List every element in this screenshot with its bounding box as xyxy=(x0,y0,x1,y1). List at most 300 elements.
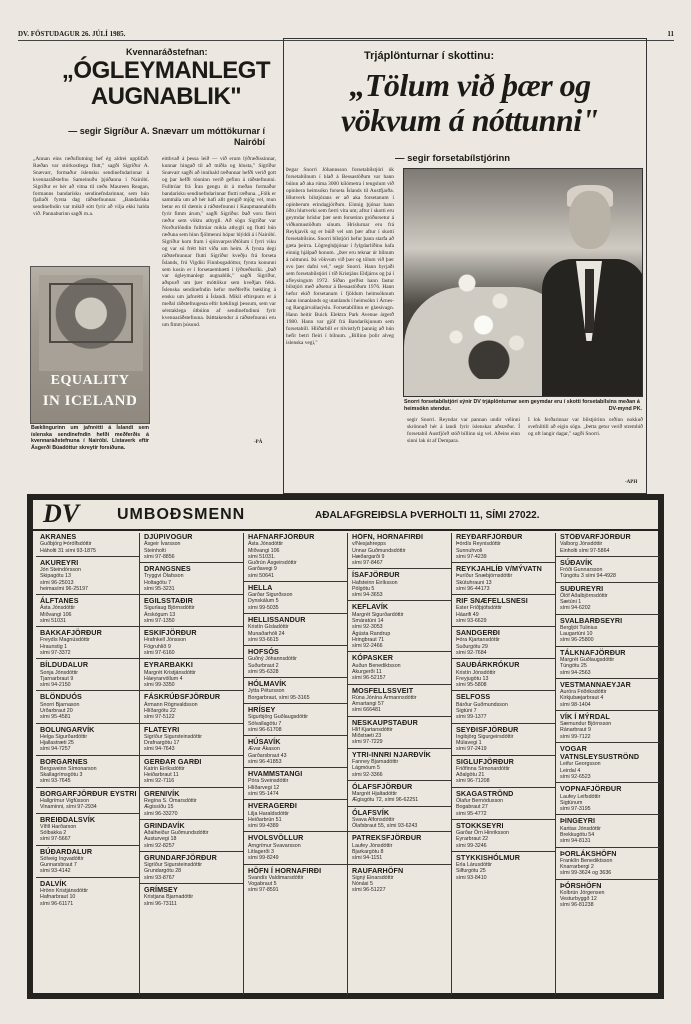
agent-detail-line: sími 93-6629 xyxy=(456,617,487,624)
agent-detail-line: v/Nesjahrepps xyxy=(352,541,386,548)
agent-detail-line: Hallgrímur Vigfússon xyxy=(40,797,90,804)
agent-detail-line: Dynskálum 5 xyxy=(248,598,279,605)
agent-detail-line: Ævar Ákason xyxy=(248,746,280,753)
agent-entry xyxy=(140,597,243,624)
agent-detail-line: Urðarbraut 20 xyxy=(40,707,73,714)
agent-detail-line: sími 93-8767 xyxy=(144,874,175,881)
agent-place-name: HOFSÓS xyxy=(248,647,279,657)
agent-place-name: EGILSSTAÐIR xyxy=(144,596,193,606)
agent-entry xyxy=(36,880,139,907)
agent-entry xyxy=(556,713,660,740)
agent-entry xyxy=(556,533,660,554)
agent-detail-line: Ágústa Randrup xyxy=(352,630,391,637)
agent-detail-line: Hæðargarði 9 xyxy=(352,553,385,560)
agent-detail-line: Ægissíðu 15 xyxy=(144,804,174,811)
agent-place-name: HRÍSEY xyxy=(248,705,276,715)
agent-column xyxy=(140,533,244,995)
agent-detail-line: Laufey Leifsdóttir xyxy=(560,793,601,800)
entry-divider xyxy=(140,755,243,756)
agent-detail-line: Karitas Jónsdóttir xyxy=(560,825,601,832)
agent-detail-line: Sigríður Sigursteinsdóttir xyxy=(144,862,202,869)
agent-entry xyxy=(244,706,347,733)
agent-detail-line: sími 96-51227 xyxy=(352,887,386,894)
agent-place-name: REYKJAHLÍÐ V/MÝVATN xyxy=(456,564,542,574)
agent-detail-line: Rúna Jónína Ármannsdóttir xyxy=(352,694,417,701)
right-article-column-2: segir Snorri. Reyndar var pannan undir vélinni skrönnuð hér á landi fyrir íslenskar aðstæður. Í forsetabíl Austfjörð stóð bíllinn sig vel. Aðeins einn sinni lak út af Dempara. xyxy=(407,417,520,444)
agent-place-name: STÖÐVARFJÖRÐUR xyxy=(560,533,631,541)
agent-place-name: BLÖNDUÓS xyxy=(40,692,82,702)
agent-detail-line: sími 96-33270 xyxy=(144,810,178,817)
agent-detail-line: Hafsteinn Eiríksson xyxy=(352,579,398,586)
left-article-signature: -PÁ xyxy=(254,440,263,445)
agent-detail-line: Háholti 31 sími 93-1875 xyxy=(40,547,96,554)
photo-plants xyxy=(434,259,544,379)
agent-detail-line: Lágmóum 5 xyxy=(352,765,380,772)
entry-divider xyxy=(348,864,451,865)
agent-detail-line: Ásta Jónsdóttir xyxy=(40,605,76,612)
agent-place-name: ÁLFTANES xyxy=(40,596,79,606)
entry-divider xyxy=(452,690,555,691)
agent-detail-line: sími 94-6202 xyxy=(560,605,591,612)
agent-detail-line: Arngrímur Svavarsson xyxy=(248,842,301,849)
agent-detail-line: sími 97-5122 xyxy=(144,714,175,721)
agent-detail-line: Litlagerði 3 xyxy=(248,848,274,855)
entry-divider xyxy=(244,645,347,646)
agent-detail-line: Hafnarbraut 10 xyxy=(40,894,76,901)
agent-place-name: HÚSAVÍK xyxy=(248,737,281,747)
agent-entry xyxy=(36,559,139,592)
agent-detail-line: Túngötu 25 xyxy=(560,663,587,670)
agent-place-name: TÁLKNAFJÖRÐUR xyxy=(560,647,626,657)
agent-detail-line: Tjarnarbraut 9 xyxy=(40,675,74,682)
agent-detail-line: Miðstræti 23 xyxy=(352,733,382,740)
agent-entry xyxy=(556,559,660,580)
entry-divider xyxy=(244,613,347,614)
entry-divider xyxy=(140,787,243,788)
agent-entry xyxy=(140,629,243,656)
entry-divider xyxy=(140,819,243,820)
agent-detail-line: Kristín Gísladóttir xyxy=(248,624,289,631)
agent-detail-line: sími 96-61708 xyxy=(248,726,282,733)
agent-detail-line: Margrét Guðlaugsdóttir xyxy=(560,656,615,663)
agent-detail-line: Austurvegi 18 xyxy=(144,836,177,843)
agent-place-name: YTRI-INNRI NJARÐVÍK xyxy=(352,749,431,759)
entry-divider xyxy=(36,755,139,756)
agent-entry xyxy=(348,571,451,598)
agent-detail-line: sími 96-25013 xyxy=(40,579,74,586)
entry-divider xyxy=(556,678,660,679)
entry-divider xyxy=(452,658,555,659)
agent-entry xyxy=(452,661,555,688)
agent-detail-line: Sigtúnum xyxy=(560,799,583,806)
entry-divider xyxy=(348,780,451,781)
agent-place-name: SEYÐISFJÖRÐUR xyxy=(456,724,519,734)
right-article-signature: -APH xyxy=(625,480,638,485)
agent-detail-line: Garðar Örn Hinriksson xyxy=(456,830,509,837)
agent-detail-line: Sólbakka 2 xyxy=(40,830,67,837)
agent-entry xyxy=(348,533,451,566)
agent-detail-line: sími 99-3350 xyxy=(144,682,175,689)
entry-divider xyxy=(244,735,347,736)
entry-divider xyxy=(244,703,347,704)
agent-place-name: AKRANES xyxy=(40,533,77,541)
entry-divider xyxy=(36,626,139,627)
entry-divider xyxy=(244,864,347,865)
agent-detail-line: Holtagötu 7 xyxy=(144,579,172,586)
entry-divider xyxy=(452,723,555,724)
brochure-photo xyxy=(30,266,150,424)
agent-entry xyxy=(452,533,555,560)
agent-detail-line: Freyjugötu 13 xyxy=(456,675,489,682)
agent-detail-line: sími 94-7643 xyxy=(144,746,175,753)
page-number: 11 xyxy=(667,30,674,38)
agent-detail-line: sími 99-1377 xyxy=(456,714,487,721)
agent-place-name: BORGARNES xyxy=(40,756,88,766)
agent-detail-line: Skútuhrauni 13 xyxy=(456,579,492,586)
agent-detail-line: sími 92-2466 xyxy=(352,643,383,650)
agent-detail-line: sími 93-7645 xyxy=(40,778,71,785)
agent-detail-line: sími 96-73111 xyxy=(144,900,177,907)
agent-place-name: ESKIFJÖRÐUR xyxy=(144,628,197,638)
agent-entry xyxy=(348,783,451,804)
agent-detail-line: Snorri Bjarnason xyxy=(40,701,80,708)
agent-detail-line: Sólvallagötu 7 xyxy=(248,720,282,727)
agent-detail-line: Háeyrarvöllum 4 xyxy=(144,675,183,682)
agent-entry xyxy=(140,565,243,592)
entry-divider xyxy=(244,767,347,768)
agent-detail-line: Aðalgötu 21 xyxy=(456,772,485,779)
agent-detail-line: Suðurbraut 2 xyxy=(248,662,279,669)
agent-entry xyxy=(556,745,660,780)
agent-entry xyxy=(348,751,451,778)
entry-divider xyxy=(556,582,660,583)
agent-detail-line: Sunnuhvoli xyxy=(456,547,483,554)
agent-entry xyxy=(244,867,347,894)
agent-detail-line: Brekkugötu 54 xyxy=(560,831,595,838)
agent-detail-line: Hlíf Kjartansdóttir xyxy=(352,726,393,733)
entry-divider xyxy=(36,556,139,557)
agent-entry xyxy=(36,629,139,656)
agent-place-name: VOGAR VATNSLEYSUSTRÖND xyxy=(560,744,640,762)
agent-entry xyxy=(140,790,243,817)
agent-detail-line: Aðalheiður Guðmundsdóttir xyxy=(144,830,209,837)
agent-detail-line: sími 92-6523 xyxy=(560,774,591,781)
agent-detail-line: sími 97-2419 xyxy=(456,746,487,753)
entry-divider xyxy=(140,883,243,884)
agent-entry xyxy=(348,687,451,714)
agent-detail-line: sími 97-3195 xyxy=(560,806,591,813)
entry-divider xyxy=(452,594,555,595)
agent-detail-line: Ásta Jónsdóttir xyxy=(248,541,284,548)
agent-detail-line: Kristjana Bjarnadóttir xyxy=(144,894,194,901)
agent-detail-line: Bárður Guðmundsson xyxy=(456,701,508,708)
agent-detail-line: Kirkjubæjarbraut 4 xyxy=(560,695,604,702)
agent-place-name: BREIÐDALSVÍK xyxy=(40,814,96,824)
agent-place-name: AKUREYRI xyxy=(40,557,79,567)
agent-detail-line: Kristín Jónsdóttir xyxy=(456,669,496,676)
brochure-artwork-frame xyxy=(49,283,133,343)
agent-detail-line: Ægisgötu 72, sími 96-62251 xyxy=(352,797,419,804)
agent-detail-line: Póra Sveinsdóttir xyxy=(248,778,289,785)
agent-detail-line: Þuríður Snæbjörnsdóttir xyxy=(456,573,513,580)
agent-detail-line: Sigurbjörg Guðlaugsdóttir xyxy=(248,714,309,721)
agent-detail-line: Ólafur Bernódusson xyxy=(456,797,504,804)
agent-entry xyxy=(140,661,243,688)
agent-place-name: ÓLAFSFJÖRÐUR xyxy=(352,781,413,791)
agent-detail-line: Smáratúni 14 xyxy=(352,617,384,624)
agent-detail-line: Jytta Pétursson xyxy=(248,688,285,695)
agent-entry xyxy=(348,867,451,894)
agent-detail-line: Einholti sími 97-5864 xyxy=(560,547,610,554)
left-article-kicker: Kvennaráðstefnan: xyxy=(126,47,208,57)
left-article-headline: „ÓGLEYMANLEGT AUGNABLIK" xyxy=(61,57,271,110)
agent-detail-line: sími 94-1151 xyxy=(352,855,383,862)
agent-entry xyxy=(244,680,347,701)
agent-place-name: BORGARFJÖRÐUR EYSTRI xyxy=(40,788,137,798)
agent-detail-line: Katrín Eiríksdóttir xyxy=(144,765,185,772)
agent-place-name: HVAMMSTANGI xyxy=(248,769,303,779)
entry-divider xyxy=(140,851,243,852)
agent-detail-line: Suðurgötu 29 xyxy=(456,643,488,650)
agent-detail-line: sími 94-7257 xyxy=(40,746,71,753)
agent-entry xyxy=(244,738,347,765)
entry-divider xyxy=(244,799,347,800)
agent-detail-line: Vesturbyggð 12 xyxy=(560,896,597,903)
agent-entry xyxy=(556,785,660,812)
agent-detail-line: Svandís Valdimarsdóttir xyxy=(248,874,304,881)
brochure-title-line-2: IN ICELAND xyxy=(42,393,138,409)
agent-detail-line: Gunnarsbraut 7 xyxy=(40,862,77,869)
agent-detail-line: sími 94-2150 xyxy=(40,682,71,689)
agent-detail-line: Skipagötu 13 xyxy=(40,573,71,580)
right-article-column-3: Í lok ferðarinnar var bílstjórinn orðinn nokkuð svefnlítill að eigin sögn. „Þetta getur verið strembið og oft langir dagar," sagði Snorri. xyxy=(528,417,643,437)
entry-divider xyxy=(348,684,451,685)
agent-entry xyxy=(348,719,451,746)
agent-place-name: BOLUNGARVÍK xyxy=(40,724,95,734)
agent-detail-line: Þórdís Reynisdóttir xyxy=(456,541,501,548)
agent-entry xyxy=(556,850,660,877)
entry-divider xyxy=(348,651,451,652)
agent-detail-line: Arnartangi 57 xyxy=(352,701,384,708)
agent-detail-line: Ásgeir Ívarsson xyxy=(144,541,181,548)
agent-entry xyxy=(36,726,139,753)
entry-divider xyxy=(556,847,660,848)
agent-column xyxy=(348,533,452,995)
agent-detail-line: sími 93-6615 xyxy=(248,636,279,643)
agent-detail-line: Steinholti xyxy=(144,547,166,554)
agent-detail-line: sími 95-4772 xyxy=(456,810,487,817)
agent-detail-line: Regína S. Ómarsdóttir xyxy=(144,797,197,804)
entry-divider xyxy=(452,851,555,852)
agent-detail-line: Hlíðarvegi 12 xyxy=(248,784,280,791)
agent-place-name: HAFNARFJÖRÐUR xyxy=(248,533,315,541)
agent-detail-line: Margrét Sigurðardóttir xyxy=(352,611,404,618)
agent-column xyxy=(36,533,140,995)
entry-divider xyxy=(348,568,451,569)
agent-entry xyxy=(348,834,451,861)
agent-place-name: STOKKSEYRI xyxy=(456,820,504,830)
agent-detail-line: Kolbrún Jörgensen xyxy=(560,889,605,896)
agent-place-name: HVERAGERÐI xyxy=(248,801,297,811)
agent-detail-line: Fögruhlíð 9 xyxy=(144,643,171,650)
agent-detail-line: Ólöf Aðalbjörnsdóttir xyxy=(560,592,608,599)
dv-agents-title: UMBOÐSMENN xyxy=(117,506,246,523)
agent-detail-line: sími 95-1474 xyxy=(248,791,279,798)
agent-place-name: VÍK Í MÝRDAL xyxy=(560,711,610,721)
agent-detail-line: Sigríður Sigursteinsdóttir xyxy=(144,733,202,740)
agent-detail-line: Margrét Kristjánsdóttir xyxy=(144,669,196,676)
agent-detail-line: Silfurgötu 25 xyxy=(456,868,486,875)
left-article-column-2: eitthvað á þessa leið — við erum lýðræðissinnar, kunnar hingað til að miðla og hlusta," Sigríður Snævarr sagði að innihald ræðunnar hefði verið gott og þar hefði tónninn verið gefinn á ráðstefnunni. Fulltrúar frá Íran gengu út á meðan formaður bandarísku sendinefndarinnar flutti ræðuna. „Fólk er sammála um að hér hafi allt gengið mjög vel, mun betur en til dæmis á ráðstefnunni í Kaupmannahöfn fyrir fimm árum," sagði Sigríður. Það voru fleiri ræður sem vöktu athygli. Að sögn Sigríðar var Norðurlöndin fulltrúar mikla athygli og flutti hún ræðuna sem hinn fjölmenni hópur hlýddi á í Nairóbí. Sigríður kom fram í sjónvarpsviðtölum í fyrri viku og var sú frétt birt víða um heim. Á fyrsta degi ráðstefnunnar flutti Sigríður kveðju frá forseta Íslands, frú Vigdísi Finnbogadóttur, fyrsta konunni sem kosin er í forsetaembætti í lýðræðisríki. „Það var ógleymanlegt augnablik," sagði Sigríður, aðspurð um þær móttökur sem kveðjan fékk. Íslenska sendinefndin hefur meðferðis bækling á ensku um jafnrétti á Íslandi. Mikil eftirspurn er á meðal ráðstefnugesta eftir bæklingi þessum, sem var sérstaklega útbúinn af sendinefndinni fyrir kvennaráðstefnuna. Þátttakendur á ráðstefnunni eru um fimm þúsund. xyxy=(162,156,276,328)
entry-divider xyxy=(36,813,139,814)
agent-detail-line: Sigtúni 7 xyxy=(456,707,477,714)
agent-place-name: GRENIVÍK xyxy=(144,788,180,798)
agent-detail-line: Lilja Haraldsdóttir xyxy=(248,810,289,817)
agent-detail-line: Múlavegi 1 xyxy=(456,740,482,747)
dv-agents-banner xyxy=(33,500,658,530)
agent-detail-line: Ármann Rögnvaldsson xyxy=(144,701,198,708)
agent-place-name: GRUNDARFJÖRÐUR xyxy=(144,852,217,862)
agent-place-name: ÞINGEYRI xyxy=(560,816,596,826)
agent-detail-line: Ester Friðþjófsdóttir xyxy=(456,605,502,612)
agent-detail-line: Túngötu 3 sími 94-4928 xyxy=(560,573,616,580)
agent-entry xyxy=(244,648,347,675)
agent-detail-line: sími 96-81238 xyxy=(560,902,594,909)
agent-detail-line: Hlíðargötu 22 xyxy=(144,707,176,714)
agent-place-name: HÖFN, HORNAFIRÐI xyxy=(352,533,424,541)
agent-entry xyxy=(36,790,139,811)
agent-place-name: SUÐUREYRI xyxy=(560,583,604,593)
agent-place-name: HÖFN Í HORNAFIRÐI xyxy=(248,865,322,875)
chauffeur-photo-caption xyxy=(404,399,642,412)
agent-place-name: SIGLUFJÖRÐUR xyxy=(456,756,514,766)
agent-detail-line: Guðbjörg Þórólfsdóttir xyxy=(40,541,92,548)
agent-place-name: SANDGERÐI xyxy=(456,628,501,638)
entry-divider xyxy=(556,879,660,880)
agent-detail-line: Sæmundur Björnsson xyxy=(560,721,612,728)
agent-column xyxy=(556,533,660,995)
agent-entry xyxy=(452,822,555,849)
agent-place-name: BAKKAFJÖRÐUR xyxy=(40,628,102,638)
agent-detail-line: sími 96-44173 xyxy=(456,585,490,592)
agent-detail-line: Þóra Kjartansdóttir xyxy=(456,637,500,644)
agent-entry xyxy=(556,649,660,676)
agent-entry xyxy=(36,848,139,875)
entry-divider xyxy=(556,556,660,557)
entry-divider xyxy=(244,677,347,678)
agent-place-name: HVOLSVÖLLUR xyxy=(248,833,304,843)
agent-entry xyxy=(36,816,139,843)
agent-detail-line: Háarifi 49 xyxy=(456,611,479,618)
agent-detail-line: sími 99-7122 xyxy=(560,733,591,740)
agent-entry xyxy=(36,758,139,785)
agent-entry xyxy=(348,809,451,830)
agent-detail-line: sími 93-8410 xyxy=(456,874,487,881)
agent-detail-line: Garðar Sigurðsson xyxy=(248,592,293,599)
entry-divider xyxy=(556,814,660,815)
agent-place-name: STYKKISHÓLMUR xyxy=(456,852,520,862)
entry-divider xyxy=(556,742,660,743)
agent-detail-line: Eyrarbraut 22 xyxy=(456,836,489,843)
agent-detail-line: Fanney Bjarnadóttir xyxy=(352,758,399,765)
entry-divider xyxy=(556,710,660,711)
agent-entry xyxy=(244,802,347,829)
entry-divider xyxy=(36,877,139,878)
entry-divider xyxy=(140,723,243,724)
agent-entry xyxy=(452,693,555,720)
agent-detail-line: sími 92-3366 xyxy=(352,771,383,778)
agent-column xyxy=(244,533,348,995)
agent-entry xyxy=(556,882,660,909)
entry-divider xyxy=(36,787,139,788)
agent-detail-line: Pólgötu 5 xyxy=(352,585,375,592)
photo-man-tie xyxy=(585,269,594,333)
agent-detail-line: Erla Lárusdóttir xyxy=(456,862,492,869)
agent-detail-line: Sigurlaug Björnsdóttir xyxy=(144,605,195,612)
agent-detail-line: sími 97-6160 xyxy=(144,650,175,657)
agent-detail-line: Unnar Guðmundsdóttir xyxy=(352,547,406,554)
agent-detail-line: sími 99-3246 xyxy=(456,842,487,849)
agent-detail-line: sími 94-2563 xyxy=(560,669,591,676)
agent-place-name: VESTMANNAEYJAR xyxy=(560,679,631,689)
agent-entry xyxy=(244,770,347,797)
entry-divider xyxy=(556,782,660,783)
agent-detail-line: Drafnargötu 17 xyxy=(144,740,180,747)
photo-man-head xyxy=(569,191,611,249)
agent-detail-line: sími 94-3653 xyxy=(352,592,383,599)
entry-divider xyxy=(452,562,555,563)
agent-place-name: SVALBARÐSEYRI xyxy=(560,615,623,625)
agent-detail-line: sími 96-71208 xyxy=(456,778,490,785)
left-article-subhead: — segir Sigríður A. Snævarr um móttökurnar í Nairóbí xyxy=(68,126,265,147)
agent-detail-line: Signý Einarsdóttir xyxy=(352,874,394,881)
entry-divider xyxy=(244,581,347,582)
agent-place-name: ÍSAFJÖRÐUR xyxy=(352,570,400,580)
agent-place-name: SELFOSS xyxy=(456,692,491,702)
right-article-headline: „Tölum við þær og vökvum á nóttunni" xyxy=(341,67,599,138)
agent-place-name: HELLISSANDUR xyxy=(248,615,306,625)
agent-place-name: BÍLDUDALUR xyxy=(40,660,89,670)
entry-divider xyxy=(348,831,451,832)
agent-detail-line: Garðarsbraut 43 xyxy=(248,752,287,759)
agent-detail-line: Leifur Georgsson xyxy=(560,761,601,768)
agent-detail-line: Miðvangi 106 xyxy=(40,611,72,618)
agent-entry xyxy=(244,533,347,579)
agent-detail-line: sími 96-52157 xyxy=(352,675,386,682)
agent-detail-line: Fróði Gunnarsson xyxy=(560,567,603,573)
agent-entry xyxy=(244,834,347,861)
agent-detail-line: Ingibjörg Sigurgeirsdóttir xyxy=(456,733,514,740)
entry-divider xyxy=(348,806,451,807)
agent-detail-line: Bergljót Tulinius xyxy=(560,624,598,631)
agent-detail-line: Guðrún Ásgeirsdóttir xyxy=(248,560,297,567)
agent-detail-line: sími 95-6328 xyxy=(248,668,279,675)
agent-detail-line: Árskógum 13 xyxy=(144,611,176,618)
agent-detail-line: sími 98-1404 xyxy=(560,701,591,708)
agent-detail-line: sími 95-5808 xyxy=(456,682,487,689)
agent-entry xyxy=(452,726,555,753)
agent-entry xyxy=(452,790,555,817)
agent-place-name: SAUÐÁRKRÓKUR xyxy=(456,660,520,670)
agent-detail-line: sími 97-7229 xyxy=(352,739,383,746)
agent-detail-line: Nónási 5 xyxy=(352,881,373,888)
agent-detail-line: Bergsveinn Símonarson xyxy=(40,765,97,772)
agent-place-name: ÓLAFSVÍK xyxy=(352,807,390,817)
entry-divider xyxy=(244,831,347,832)
agent-detail-line: Sonja Jónsdóttir xyxy=(40,669,78,676)
agent-entry xyxy=(36,533,139,554)
entry-divider xyxy=(140,562,243,563)
